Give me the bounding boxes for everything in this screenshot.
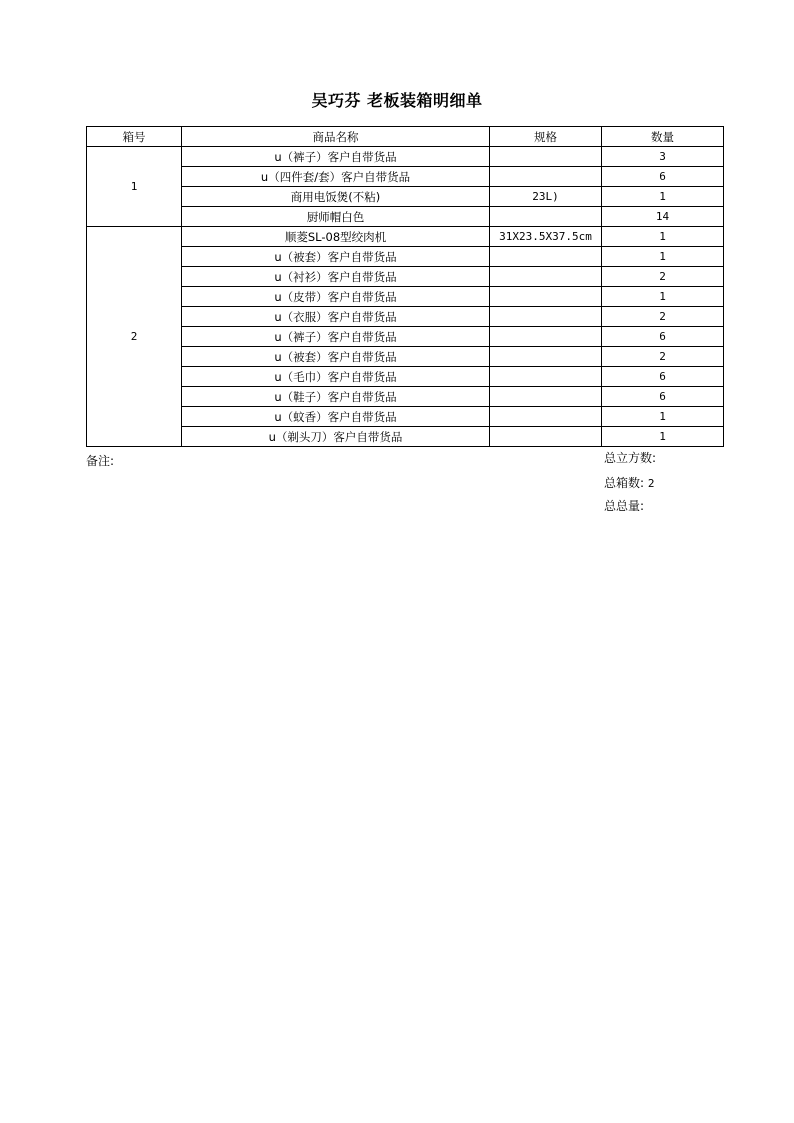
product-name-cell: u（裤子）客户自带货品 [182,147,490,167]
table-row [87,427,724,447]
total-weight [604,497,644,514]
product-name-cell: u（毛巾）客户自带货品 [182,367,490,387]
product-name-cell: u（衬衫）客户自带货品 [182,267,490,287]
total-volume-label: 总立方数: [604,451,657,465]
table-row [87,287,724,307]
product-name-cell: u（鞋子）客户自带货品 [182,387,490,407]
table-body [87,147,724,447]
table-row [87,307,724,327]
document-title: 吴巧芬 老板装箱明细单 [311,91,483,110]
table-row [87,347,724,367]
table-row [87,367,724,387]
quantity-cell: 2 [602,307,724,327]
product-name-cell: u（裤子）客户自带货品 [182,327,490,347]
box-number-cell: 2 [87,227,182,447]
quantity-cell: 2 [602,267,724,287]
product-name-cell: 厨师帽白色 [182,207,490,227]
total-boxes-value: 2 [647,477,655,490]
spec-cell: 23L) [490,187,602,207]
spec-cell [490,247,602,267]
table-header-row [87,127,724,147]
total-boxes [604,474,655,491]
quantity-cell: 1 [602,407,724,427]
spec-cell [490,407,602,427]
spec-cell [490,147,602,167]
spec-cell: 31X23.5X37.5cm [490,227,602,247]
quantity-cell: 6 [602,367,724,387]
quantity-cell: 1 [602,227,724,247]
spec-cell [490,387,602,407]
total-weight-label: 总总量: [604,499,645,513]
header-quantity: 数量 [602,127,724,147]
table-row [87,147,724,167]
table-row [87,167,724,187]
spec-cell [490,207,602,227]
packing-list-table [86,126,724,447]
spec-cell [490,267,602,287]
table-row [87,267,724,287]
remark-label: 备注: [86,454,115,468]
header-product-name: 商品名称 [182,127,490,147]
spec-cell [490,167,602,187]
product-name-cell: u（四件套/套）客户自带货品 [182,167,490,187]
product-name-cell: 商用电饭煲(不粘) [182,187,490,207]
quantity-cell: 1 [602,427,724,447]
quantity-cell: 6 [602,167,724,187]
header-spec: 规格 [490,127,602,147]
product-name-cell: 顺菱SL-08型绞肉机 [182,227,490,247]
spec-cell [490,287,602,307]
table-row [87,407,724,427]
quantity-cell: 2 [602,347,724,367]
total-boxes-label: 总箱数: [604,476,645,490]
quantity-cell: 3 [602,147,724,167]
spec-cell [490,327,602,347]
total-volume [604,449,656,466]
table-row [87,327,724,347]
spec-cell [490,347,602,367]
quantity-cell: 1 [602,247,724,267]
table-row [87,227,724,247]
product-name-cell: u（被套）客户自带货品 [182,247,490,267]
product-name-cell: u（被套）客户自带货品 [182,347,490,367]
table-row [87,187,724,207]
spec-cell [490,427,602,447]
table-row [87,247,724,267]
product-name-cell: u（皮带）客户自带货品 [182,287,490,307]
table-row [87,207,724,227]
quantity-cell: 6 [602,327,724,347]
product-name-cell: u（剃头刀）客户自带货品 [182,427,490,447]
quantity-cell: 14 [602,207,724,227]
product-name-cell: u（衣服）客户自带货品 [182,307,490,327]
box-number-cell: 1 [87,147,182,227]
header-box-no: 箱号 [87,127,182,147]
table-row [87,387,724,407]
product-name-cell: u（蚊香）客户自带货品 [182,407,490,427]
quantity-cell: 1 [602,287,724,307]
quantity-cell: 1 [602,187,724,207]
spec-cell [490,367,602,387]
spec-cell [490,307,602,327]
quantity-cell: 6 [602,387,724,407]
